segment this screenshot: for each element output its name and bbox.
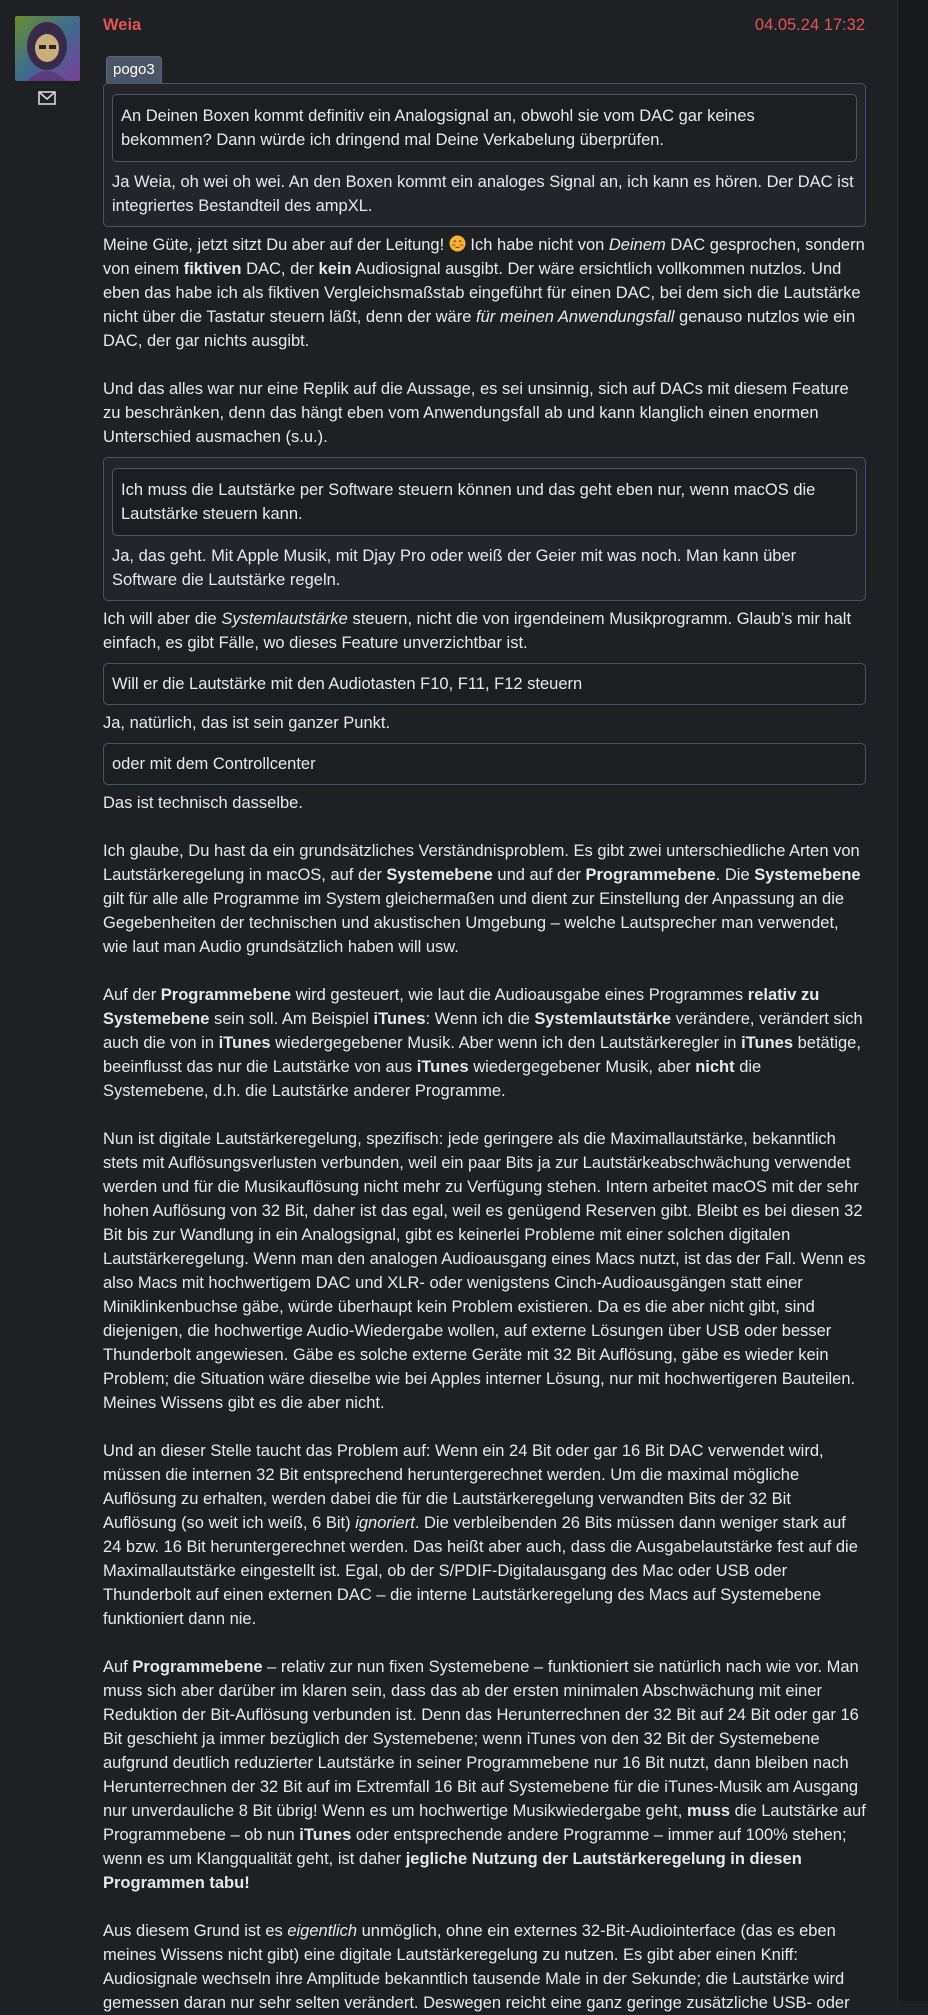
paragraph: Ja, natürlich, das ist sein ganzer Punkt. [103,714,391,732]
nested-quote [112,468,857,536]
paragraph: Aus diesem Grund ist es eigentlich unmöglich, ohne ein externes 32-Bit-Audiointerface (das es eben meines Wissens nicht gibt) eine digitale Lautstärkeregelung zu nutzen. Es gibt aber einen Kniff: Audiosignale wechseln ihre Amplitude bekanntlich tausende Male in der Sekunde; die Lautstärke wird gemessen daran nur sehr selten verändert. Deswegen reicht eine ganz geringe zusätzliche USB- oder [103,1922,850,2012]
author-name[interactable]: Weia [103,16,142,34]
paragraph: Auf der Programmebene wird gesteuert, wie laut die Audioausgabe eines Programmes relativ zu Systemebene sein soll. Am Beispiel iTunes: Wenn ich die Systemlautstärke verändere, verändert sich auch die von in iTunes wiedergegebener Musik. Aber wenn ich den Lautstärkeregler in iTunes betätige, beeinflusst das nur die Lautstärke von aus iTunes wiedergegebener Musik, aber nicht die Systemebene, d.h. die Lautstärke anderer Programme. [103,986,863,1100]
blockquote [103,83,866,227]
blockquote [103,663,866,705]
quote-text: oder mit dem Controllcenter [112,755,316,773]
nested-quote [112,94,857,162]
post-body [103,56,866,2015]
quote-text: An Deinen Boxen kommt definitiv ein Analogsignal an, obwohl sie vom DAC gar keines bekommen? Dann würde ich dringend mal Deine Verkabelung überprüfen. [121,107,755,149]
envelope-icon[interactable] [38,88,56,102]
paragraph: Und das alles war nur eine Replik auf die Aussage, es sei unsinnig, sich auf DACs mit diesem Feature zu beschränken, denn das hängt eben vom Anwendungsfall ab und kann klanglich einen enormen Unterschied ausmachen (s.u.). [103,380,849,446]
right-scroll-gutter [897,0,928,2001]
quote-reply-text: Ja, das geht. Mit Apple Musik, mit Djay Pro oder weiß der Geier mit was noch. Man kann über Software die Lautstärke regeln. [112,547,797,589]
paragraph: Ich glaube, Du hast da ein grundsätzliches Verständnisproblem. Es gibt zwei unterschiedliche Arten von Lautstärkeregelung in macOS, auf der Systemebene und auf der Programmebene. Die Systemebene gilt für alle alle Programme im System gleichermaßen und dient zur Einstellung der Anpassung an die Gegebenheiten der technischen und akustischen Umgebung – welche Lautsprecher man verwendet, wie laut man Audio grundsätzlich haben will usw. [103,842,861,956]
paragraph: Auf Programmebene – relativ zur nun fixen Systemebene – funktioniert sie natürlich nach wie vor. Man muss sich aber darüber im klaren sein, dass das ab der ersten minimalen Abschwächung mit einer Reduktion der Bit-Auflösung verbunden ist. Denn das Herunterrechnen der 32 Bit auf 24 Bit oder gar 16 Bit geschieht ja immer bezüglich der Systemebene; wenn iTunes von den 32 Bit der Systemebene aufgrund deutlich reduzierter Lautstärke in seiner Programmebene nur 16 Bit nutzt, dann bleiben nach Herunterrechnen der 32 Bit auf im Extremfall 16 Bit auf Systemebene für die iTunes-Musik am Ausgang nur unverdauliche 8 Bit übrig! Wenn es um hochwertige Musikwiedergabe geht, muss die Lautstärke auf Programmebene – ob nun iTunes oder entsprechende andere Programme – immer auf 100% stehen; wenn es um Klangqualität geht, ist daher jegliche Nutzung der Lautstärkeregelung in diesen Programmen tabu! [103,1658,866,1892]
quote-author-tag: pogo3 [106,56,162,83]
paragraph: Ich will aber die Systemlautstärke steuern, nicht die von irgendeinem Musikprogramm. Glaub’s mir halt einfach, es gibt Fälle, wo dieses Feature unverzichtbar ist. [103,610,852,652]
post-date: 04.05.24 17:32 [754,16,865,34]
paragraph: Nun ist digitale Lautstärkeregelung, spezifisch: jede geringere als die Maximallautstärke, bekanntlich stets mit Auflösungsverlusten verbunden, weil ein paar Bits ja zur Lautstärkeabschwächung verwendet werden und für die Musikauflösung nicht mehr zu Verfügung stehen. Intern arbeitet macOS mit der sehr hohen Auflösung von 32 Bit, daher ist das egal, weil es genügend Reserven gibt. Bleibt es bei diesen 32 Bit bis zur Wandlung in ein Analogsignal, gibt es keinerlei Probleme mit einer solchen digitalen Lautstärkeregelung. Wenn man den analogen Audioausgang eines Macs nutzt, ist das der Fall. Wenn es also Macs mit hochwertigem DAC und XLR- oder wenigstens Cinch-Audioausgängen statt einer Miniklinkenbuchse gäbe, würde überhaupt kein Problem existieren. Da es die aber nicht gibt, sind diejenigen, die hochwertige Audio-Wiedergabe wollen, auf externe Lösungen über USB oder besser Thunderbolt angewiesen. Gäbe es solche externe Geräte mit 32 Bit Auflösung, gäbe es wieder kein Problem; die Situation wäre dieselbe wie bei Apples interner Lösung, nur mit hochwertigeren Bauteilen. Meines Wissens gibt es die aber nicht. [103,1130,866,1412]
blushing-face-icon [449,235,466,252]
paragraph: Das ist technisch dasselbe. [103,794,303,812]
paragraph: Und an dieser Stelle taucht das Problem auf: Wenn ein 24 Bit oder gar 16 Bit DAC verwendet wird, müssen die internen 32 Bit entsprechend heruntergerechnet werden. Um die maximal mögliche Auflösung zu erhalten, werden dabei die für die Lautstärkeregelung verwandten Bits der 32 Bit Auflösung (so weit ich weiß, 6 Bit) ignoriert. Die verbleibenden 26 Bits müssen dann weniger stark auf 24 bzw. 16 Bit heruntergerechnet werden. Das heißt aber auch, dass die Ausgabelautstärke fest auf die Maximallautstärke eingestellt ist. Egal, ob der S/PDIF-Digitalausgang des Mac oder USB oder Thunderbolt auf einen externen DAC – die interne Lautstärkeregelung des Macs auf Systemebene funktioniert dann nie. [103,1442,858,1628]
blockquote [103,457,866,601]
quote-text: Ich muss die Lautstärke per Software steuern können und das geht eben nur, wenn macOS die Lautstärke steuern kann. [121,481,816,523]
avatar[interactable] [15,16,80,81]
blockquote [103,743,866,785]
paragraph: Meine Güte, jetzt sitzt Du aber auf der Leitung! Ich habe nicht von Deinem DAC gesprochen, sondern von einem fiktiven DAC, der kein Audiosignal ausgibt. Der wäre ersichtlich vollkommen nutzlos. Und eben das habe ich als fiktiven Vergleichsmaßstab eingeführt für einen DAC, bei dem sich die Lautstärke nicht über die Tastatur steuern läßt, denn der wäre für meinen Anwendungsfall genauso nutzlos wie ein DAC, der gar nichts ausgibt. [103,236,865,350]
quote-reply-text: Ja Weia, oh wei oh wei. An den Boxen kommt ein analoges Signal an, ich kann es hören. Der DAC ist integriertes Bestandteil des ampXL. [112,173,854,215]
quote-text: Will er die Lautstärke mit den Audiotasten F10, F11, F12 steuern [112,675,583,693]
